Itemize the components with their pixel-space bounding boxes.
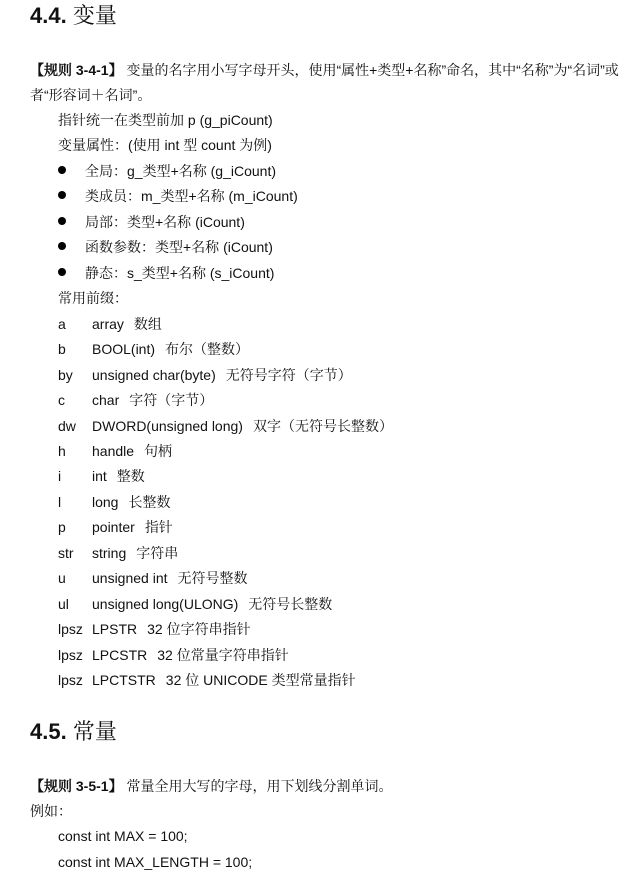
prefix-row: u unsigned int 无符号整数 xyxy=(58,570,248,586)
prefix-row: p pointer 指针 xyxy=(58,519,173,535)
code-line: const int MAX_LENGTH = 100; xyxy=(58,854,253,870)
section-4-4-heading xyxy=(30,2,117,31)
bullet-item: 局部：类型+名称 (iCount) xyxy=(58,212,245,232)
bullet-icon xyxy=(58,217,66,225)
example-label: 例如： xyxy=(30,803,72,819)
prefix-row: lpsz LPSTR 32 位字符串指针 xyxy=(58,621,251,637)
prefix-row: i int 整数 xyxy=(58,468,145,484)
bullet-icon xyxy=(58,268,66,276)
prefix-row: c char 字符（字节） xyxy=(58,392,214,408)
prefix-row: by unsigned char(byte) 无符号字符（字节） xyxy=(58,367,352,383)
bullet-icon xyxy=(58,242,66,250)
section-title: 变量 xyxy=(72,4,117,29)
bullet-item: 静态：s_类型+名称 (s_iCount) xyxy=(58,263,274,283)
prefix-row: lpsz LPCSTR 32 位常量字符串指针 xyxy=(58,647,289,663)
section-number: 4.5. xyxy=(30,719,67,744)
rule-text: 常量全用大写的字母，用下划线分割单词。 xyxy=(122,778,393,794)
rule-tag: 【规则 3-5-1】 xyxy=(30,778,123,794)
bullet-item: 全局：g_类型+名称 (g_iCount) xyxy=(58,161,276,181)
prefix-row: h handle 句柄 xyxy=(58,443,173,459)
attribute-line: 变量属性：(使用 int 型 count 为例) xyxy=(58,137,272,153)
section-title: 常量 xyxy=(72,720,117,745)
section-number: 4.4. xyxy=(30,3,67,28)
bullet-icon xyxy=(58,191,66,199)
bullet-item: 函数参数：类型+名称 (iCount) xyxy=(58,237,273,257)
prefix-row: dw DWORD(unsigned long) 双字（无符号长整数） xyxy=(58,418,393,434)
prefix-row: l long 长整数 xyxy=(58,494,171,510)
prefix-row: str string 字符串 xyxy=(58,545,179,561)
rule-text: 变量的名字用小写字母开头，使用“属性+类型+名称”命名，其中“名称”为“名词”或者“形容词＋名词”。 xyxy=(30,62,619,103)
rule-3-4-1 xyxy=(30,58,620,108)
bullet-item: 类成员：m_类型+名称 (m_iCount) xyxy=(58,186,298,206)
rule-tag: 【规则 3-4-1】 xyxy=(30,62,123,78)
rule-3-5-1 xyxy=(30,774,620,799)
pointer-rule-line: 指针统一在类型前加 p (g_piCount) xyxy=(58,112,273,128)
prefix-row: ul unsigned long(ULONG) 无符号长整数 xyxy=(58,596,333,612)
prefix-row: a array 数组 xyxy=(58,316,162,332)
code-line: const int MAX = 100; xyxy=(58,828,188,844)
bullet-icon xyxy=(58,166,66,174)
prefix-row: lpsz LPCTSTR 32 位 UNICODE 类型常量指针 xyxy=(58,672,356,688)
prefix-row: b BOOL(int) 布尔（整数） xyxy=(58,341,250,357)
prefix-title: 常用前缀： xyxy=(58,290,128,306)
section-4-5-heading xyxy=(30,718,117,747)
